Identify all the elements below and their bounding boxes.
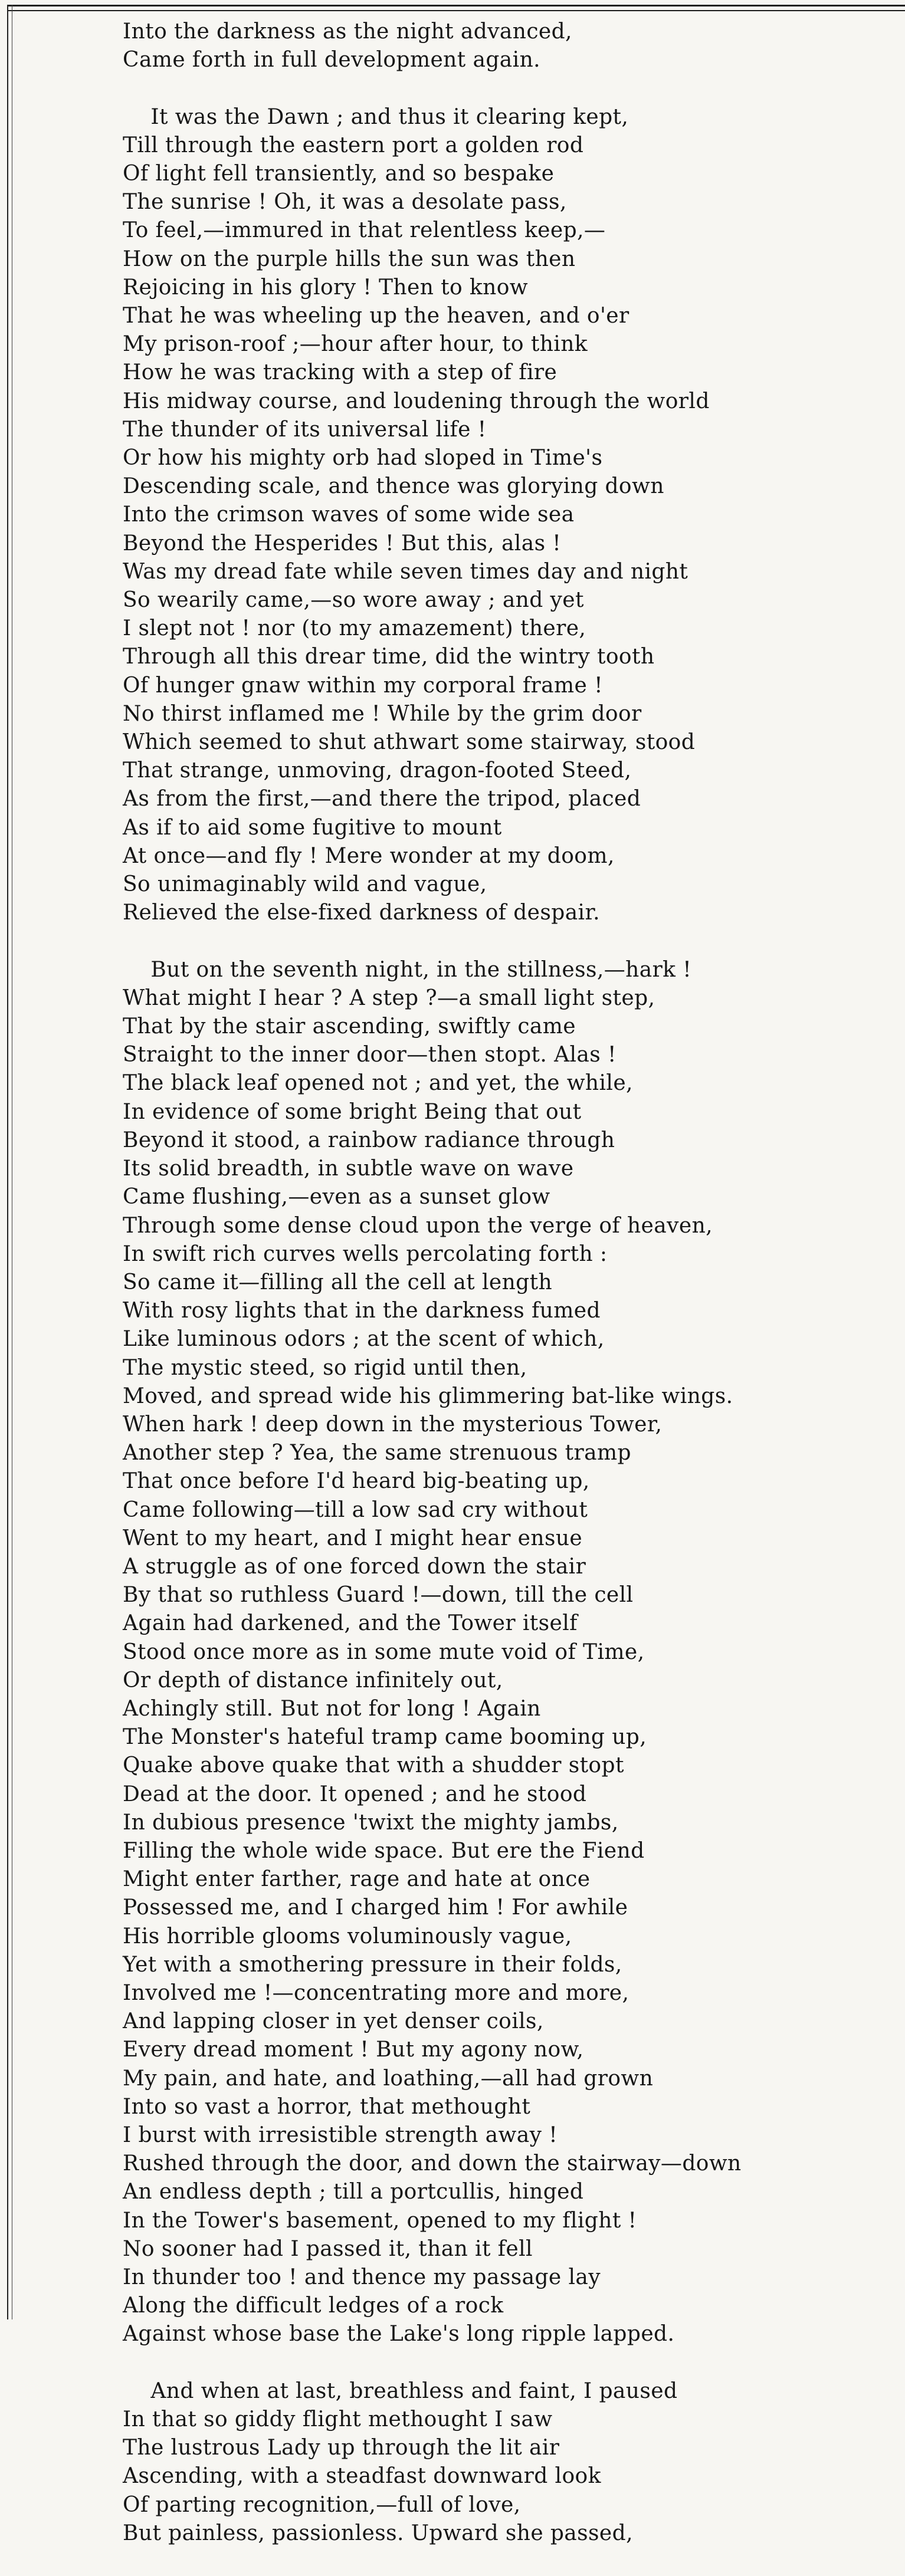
poem-line: Filling the whole wide space. But ere the Fiend bbox=[123, 1838, 645, 1863]
poem-line: Of hunger gnaw within my corporal frame ! bbox=[123, 673, 603, 698]
poem-line: By that so ruthless Guard !—down, till the cell bbox=[123, 1583, 634, 1608]
poem-line: The thunder of its universal life ! bbox=[123, 417, 487, 442]
poem-line: Its solid breadth, in subtle wave on wave bbox=[123, 1156, 574, 1181]
poem-line: Moved, and spread wide his glimmering bat-like wings. bbox=[123, 1384, 733, 1408]
poem-line: Might enter farther, rage and hate at once bbox=[123, 1867, 591, 1892]
poem-line: Ascending, with a steadfast downward look bbox=[123, 2464, 601, 2489]
poem-line: And when at last, breathless and faint, I paused bbox=[123, 2378, 678, 2403]
poem-line: Of parting recognition,—full of love, bbox=[123, 2492, 521, 2517]
top-rule-thin bbox=[7, 10, 905, 11]
poem-line: Came following—till a low sad cry without bbox=[123, 1497, 588, 1522]
poem-line: The black leaf opened not ; and yet, the while, bbox=[123, 1071, 633, 1096]
poem-line: A struggle as of one forced down the stair bbox=[123, 1554, 586, 1579]
poem-line: Straight to the inner door—then stopt. Alas ! bbox=[123, 1043, 617, 1067]
poem-line: Achingly still. But not for long ! Again bbox=[123, 1696, 541, 1721]
poem-line: That strange, unmoving, dragon-footed Steed, bbox=[123, 758, 632, 783]
poem-line: Of light fell transiently, and so bespake bbox=[123, 162, 555, 186]
poem-line: So unimaginably wild and vague, bbox=[123, 872, 487, 897]
poem-line: His horrible glooms voluminously vague, bbox=[123, 1924, 572, 1949]
poem-line: That he was wheeling up the heaven, and o'er bbox=[123, 304, 629, 328]
poem-line: To feel,—immured in that relentless keep,— bbox=[123, 218, 606, 243]
poem-line: Involved me !—concentrating more and more, bbox=[123, 1980, 629, 2005]
poem-line: As from the first,—and there the tripod, placed bbox=[123, 787, 641, 811]
poem-line: Or how his mighty orb had sloped in Time's bbox=[123, 446, 603, 471]
poem-line: Went to my heart, and I might hear ensue bbox=[123, 1526, 583, 1550]
poem-line: Came forth in full development again. bbox=[123, 48, 540, 73]
poem-line: That once before I'd heard big-beating up, bbox=[123, 1469, 590, 1494]
poem-line: Again had darkened, and the Tower itself bbox=[123, 1611, 578, 1636]
poem-line: Against whose base the Lake's long ripple lapped. bbox=[123, 2322, 675, 2347]
poem-line: In the Tower's basement, opened to my flight ! bbox=[123, 2208, 637, 2233]
poem-line: Yet with a smothering pressure in their folds, bbox=[123, 1952, 622, 1977]
poem-line: Beyond the Hesperides ! But this, alas ! bbox=[123, 531, 562, 556]
poem-line: How on the purple hills the sun was then bbox=[123, 247, 576, 271]
poem-line: It was the Dawn ; and thus it clearing kept, bbox=[123, 104, 629, 129]
poem-line: In that so giddy flight methought I saw bbox=[123, 2407, 553, 2432]
poem-line: Till through the eastern port a golden rod bbox=[123, 133, 584, 157]
top-rule bbox=[7, 5, 905, 6]
poem-line: Quake above quake that with a shudder stopt bbox=[123, 1753, 624, 1778]
poem-line: Like luminous odors ; at the scent of which, bbox=[123, 1327, 605, 1352]
poem-line: Another step ? Yea, the same strenuous tramp bbox=[123, 1441, 631, 1466]
poem-line: In dubious presence 'twixt the mighty jambs, bbox=[123, 1810, 619, 1835]
poem-line: Rejoicing in his glory ! Then to know bbox=[123, 275, 529, 300]
poem-line: At once—and fly ! Mere wonder at my doom, bbox=[123, 843, 615, 868]
poem-line: The lustrous Lady up through the lit air bbox=[123, 2436, 560, 2460]
poem-line: My pain, and hate, and loathing,—all had grown bbox=[123, 2066, 654, 2091]
poem-line: Which seemed to shut athwart some stairway, stood bbox=[123, 730, 696, 755]
stanza bbox=[123, 956, 890, 2349]
poem-line: No sooner had I passed it, than it fell bbox=[123, 2236, 533, 2261]
poem-line: Into the darkness as the night advanced, bbox=[123, 19, 572, 44]
poem-line: Beyond it stood, a rainbow radiance through bbox=[123, 1128, 615, 1152]
column-rule bbox=[7, 5, 8, 2319]
poem-line: How he was tracking with a step of fire bbox=[123, 360, 558, 385]
poem-line: I slept not ! nor (to my amazement) there, bbox=[123, 616, 586, 641]
poem-line: No thirst inflamed me ! While by the grim door bbox=[123, 701, 642, 726]
stanza bbox=[123, 18, 890, 74]
poem-line: In thunder too ! and thence my passage lay bbox=[123, 2265, 601, 2290]
poem-line: His midway course, and loudening through the world bbox=[123, 389, 710, 413]
poem-line: Through some dense cloud upon the verge of heaven, bbox=[123, 1213, 713, 1238]
poem-line: In swift rich curves wells percolating forth : bbox=[123, 1241, 608, 1266]
poem-line: The mystic steed, so rigid until then, bbox=[123, 1355, 527, 1380]
poem-line: An endless depth ; till a portcullis, hinged bbox=[123, 2180, 584, 2204]
poem-line: Into so vast a horror, that methought bbox=[123, 2094, 531, 2119]
poem-line: That by the stair ascending, swiftly came bbox=[123, 1014, 576, 1039]
poem-line: Was my dread fate while seven times day and night bbox=[123, 559, 688, 584]
poem-line: In evidence of some bright Being that out bbox=[123, 1099, 582, 1124]
poem-line: Relieved the else-fixed darkness of despair. bbox=[123, 901, 600, 925]
poem-line: Along the difficult ledges of a rock bbox=[123, 2294, 504, 2318]
poem-line: And lapping closer in yet denser coils, bbox=[123, 2009, 544, 2034]
poem-line: Or depth of distance infinitely out, bbox=[123, 1668, 503, 1693]
poem-line: As if to aid some fugitive to mount bbox=[123, 815, 502, 840]
poem-text bbox=[123, 18, 890, 2576]
poem-line: My prison-roof ;—hour after hour, to think bbox=[123, 332, 588, 357]
poem-line: Rushed through the door, and down the stairway—down bbox=[123, 2151, 742, 2176]
poem-line: So wearily came,—so wore away ; and yet bbox=[123, 588, 584, 613]
poem-line: Stood once more as in some mute void of Time, bbox=[123, 1639, 645, 1664]
poem-line: Possessed me, and I charged him ! For awhile bbox=[123, 1895, 628, 1920]
poem-line: The sunrise ! Oh, it was a desolate pass, bbox=[123, 190, 567, 215]
poem-line: I burst with irresistible strength away ! bbox=[123, 2123, 558, 2147]
stanza bbox=[123, 2377, 890, 2548]
poem-line: Every dread moment ! But my agony now, bbox=[123, 2038, 584, 2062]
poem-line: Came flushing,—even as a sunset glow bbox=[123, 1185, 550, 1210]
poem-line: But painless, passionless. Upward she passed, bbox=[123, 2521, 633, 2545]
poem-line: Through all this drear time, did the wintry tooth bbox=[123, 645, 655, 669]
poem-line: With rosy lights that in the darkness fumed bbox=[123, 1299, 601, 1323]
poem-line: So came it—filling all the cell at length bbox=[123, 1270, 553, 1294]
poem-line: But on the seventh night, in the stillness,—hark ! bbox=[123, 957, 692, 982]
stanza bbox=[123, 103, 890, 928]
poem-line: The Monster's hateful tramp came booming up, bbox=[123, 1725, 647, 1750]
poem-line: Into the crimson waves of some wide sea bbox=[123, 502, 575, 527]
poem-line: Dead at the door. It opened ; and he stood bbox=[123, 1782, 587, 1806]
poem-line: What might I hear ? A step ?—a small light step, bbox=[123, 985, 655, 1010]
poem-line: Descending scale, and thence was glorying down bbox=[123, 474, 664, 499]
poem-line: When hark ! deep down in the mysterious Tower, bbox=[123, 1412, 663, 1437]
